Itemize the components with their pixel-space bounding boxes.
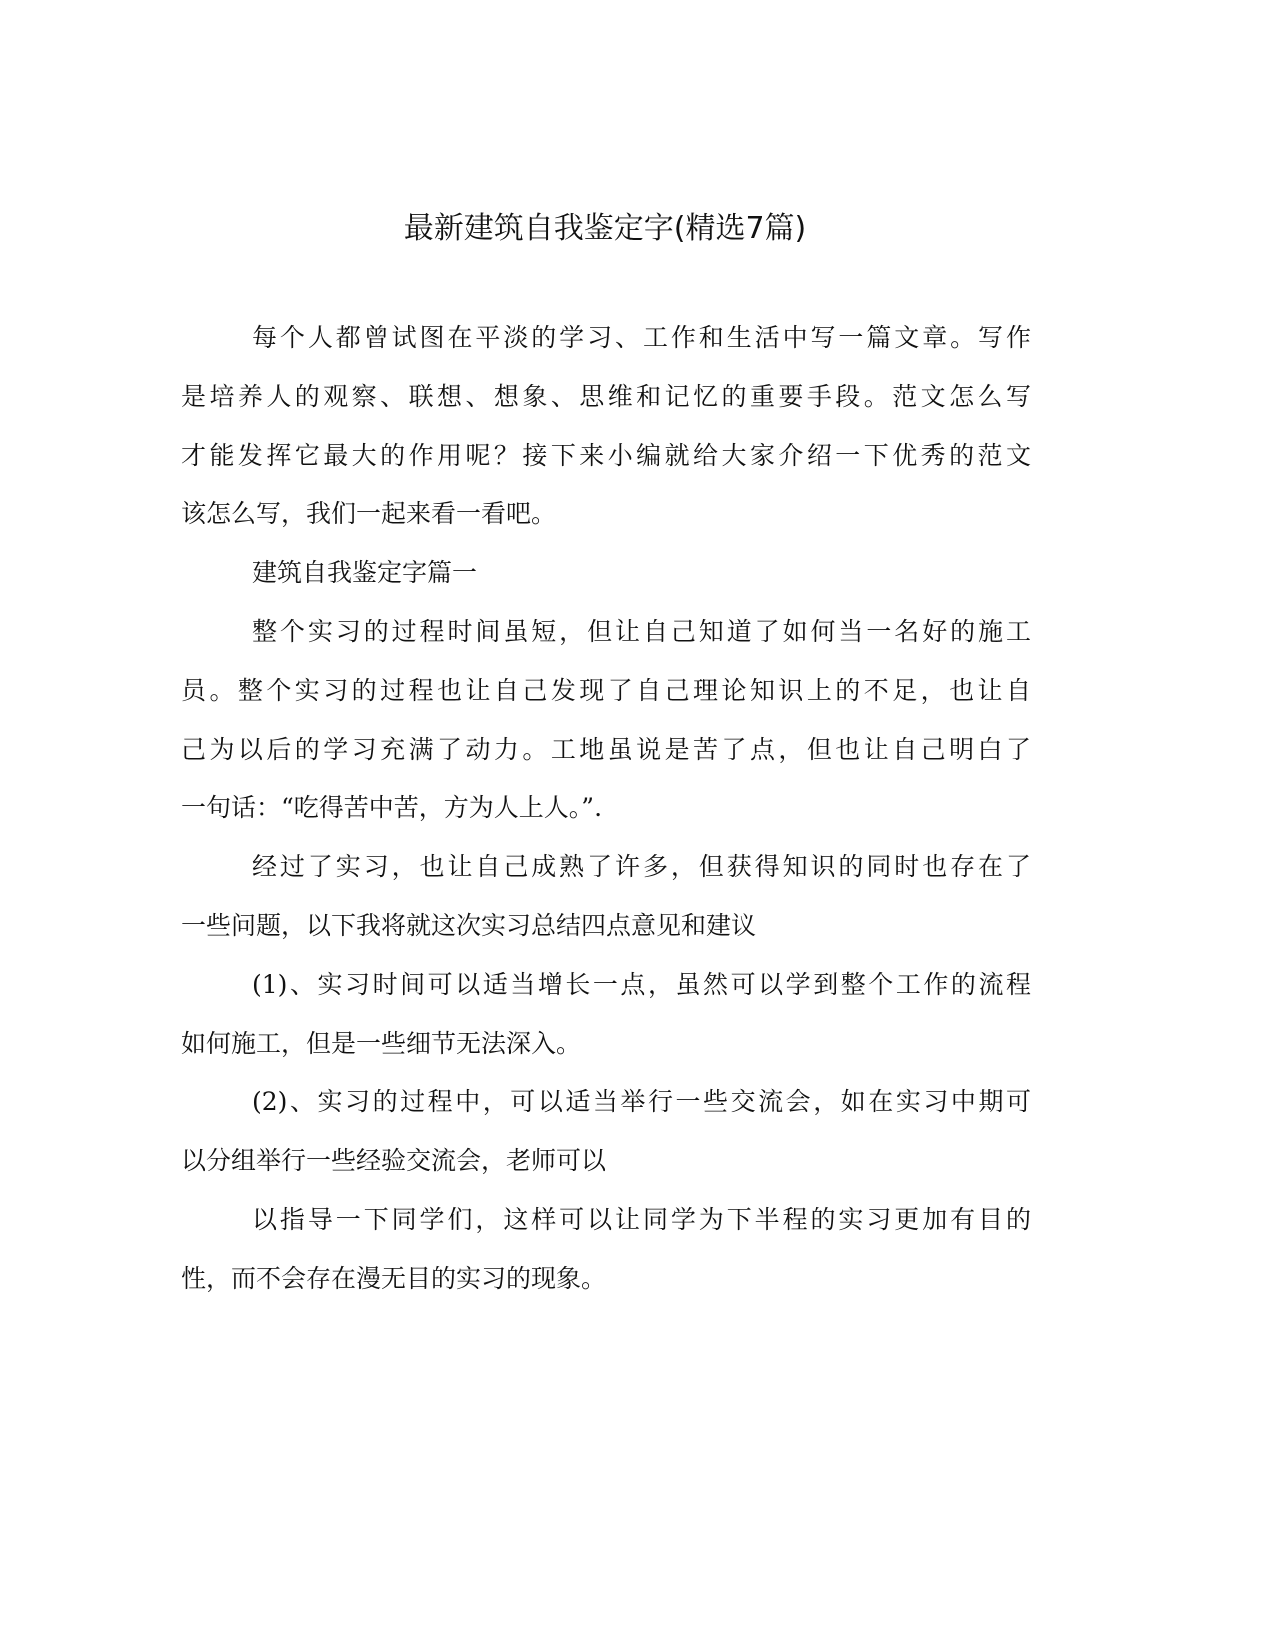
paragraph-line: 是培养人的观察、联想、想象、思维和记忆的重要手段。范文怎么写 bbox=[181, 381, 1031, 411]
paragraph-line: 该怎么写，我们一起来看一看吧。 bbox=[181, 499, 557, 529]
paragraph-line: 每个人都曾试图在平淡的学习、工作和生活中写一篇文章。写作 bbox=[252, 323, 1031, 352]
document-title: 最新建筑自我鉴定字(精选7篇) bbox=[403, 211, 807, 246]
paragraph-line: 己为以后的学习充满了动力。工地虽说是苦了点，但也让自己明白了 bbox=[181, 734, 1031, 764]
paragraph-line: 员。整个实习的过程也让自己发现了自己理论知识上的不足，也让自 bbox=[181, 675, 1031, 705]
paragraph-line: 以指导一下同学们，这样可以让同学为下半程的实习更加有目的 bbox=[252, 1204, 1031, 1234]
paragraph-line: 一些问题，以下我将就这次实习总结四点意见和建议 bbox=[181, 910, 757, 940]
paragraph-line: 如何施工，但是一些细节无法深入。 bbox=[181, 1028, 582, 1058]
paragraph-line: 建筑自我鉴定字篇一 bbox=[252, 558, 478, 588]
paragraph-line: 才能发挥它最大的作用呢？接下来小编就给大家介绍一下优秀的范文 bbox=[181, 440, 1031, 470]
paragraph-line: 以分组举行一些经验交流会，老师可以 bbox=[181, 1146, 607, 1176]
paragraph-line: 性，而不会存在漫无目的实习的现象。 bbox=[181, 1263, 607, 1293]
document-body bbox=[181, 318, 1031, 1318]
paragraph-line: 经过了实习，也让自己成熟了许多，但获得知识的同时也存在了 bbox=[252, 852, 1031, 882]
paragraph-line: 整个实习的过程时间虽短，但让自己知道了如何当一名好的施工 bbox=[252, 616, 1031, 646]
paragraph-line: (2)、实习的过程中，可以适当举行一些交流会，如在实习中期可 bbox=[252, 1087, 1031, 1117]
paragraph-line: 一句话：“吃得苦中苦，方为人上人。”. bbox=[181, 793, 603, 823]
paragraph-line: (1)、实习时间可以适当增长一点，虽然可以学到整个工作的流程 bbox=[252, 969, 1031, 999]
